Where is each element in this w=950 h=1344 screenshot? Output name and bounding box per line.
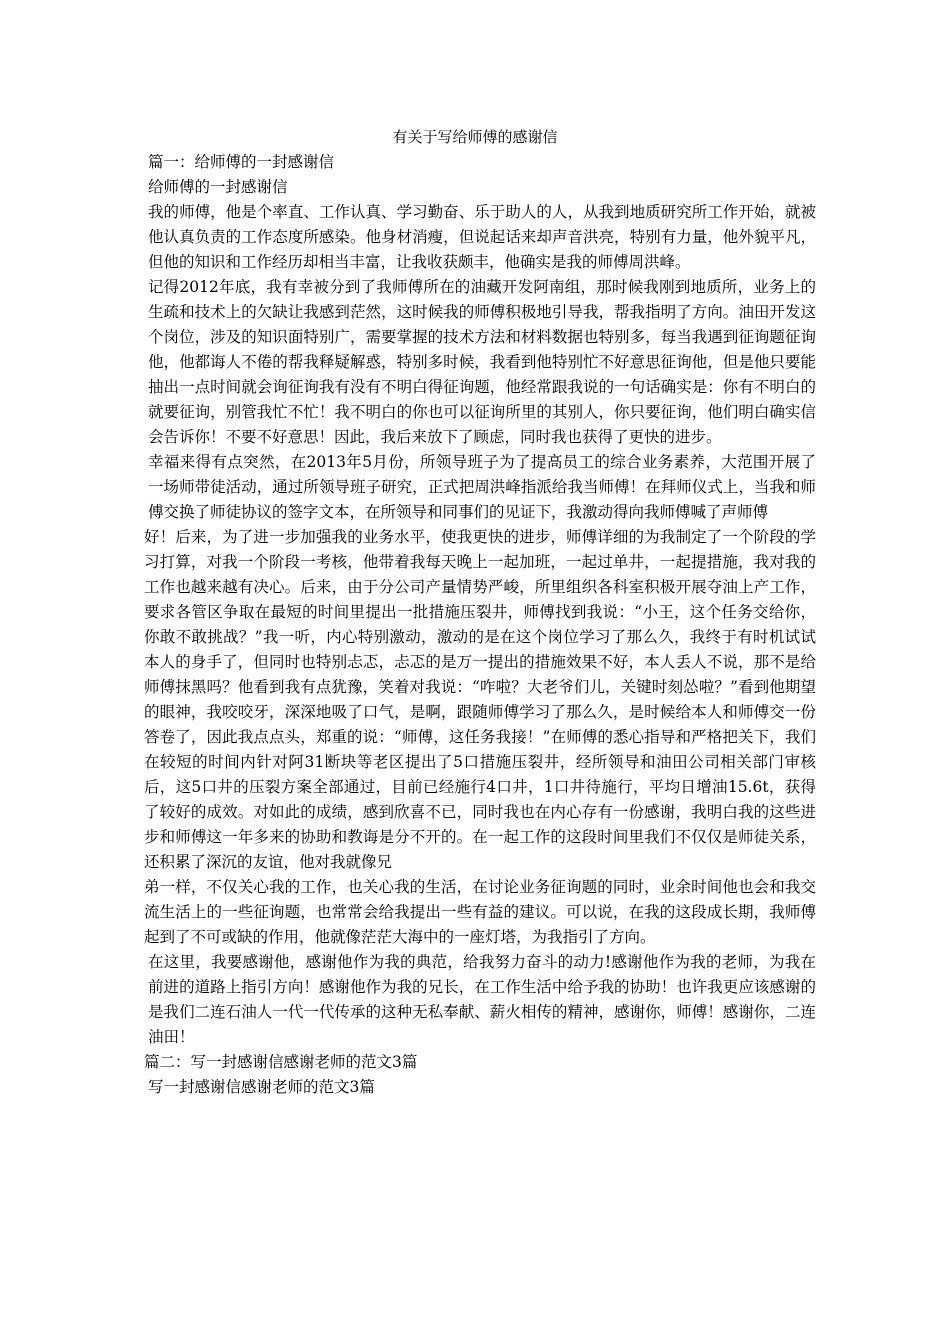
document-body	[144, 150, 816, 1100]
paragraph: 幸福来得有点突然，在2013年5月份，所领导班子为了提高员工的综合业务素养，大范围开展了一场师带徒活动，通过所领导班子研究，正式把周洪峰指派给我当师傅！在拜师仪式上，当我和师傅交换了师徒协议的签字文本，在所领导和同事们的见证下，我激动得向我师傅喊了声师傅	[148, 453, 816, 521]
paragraph: 弟一样，不仅关心我的工作，也关心我的生活，在讨论业务征询题的同时，业余时间他也会和我交流生活上的一些征询题，也常常会给我提出一些有益的建议。可以说，在我的这段成长期，我师傅起到了不可或缺的作用，他就像茫茫大海中的一座灯塔，为我指引了方向。	[144, 878, 816, 946]
section-subheading: 写一封感谢信感谢老师的范文3篇	[148, 1078, 375, 1096]
paragraph: 记得2012年底，我有幸被分到了我师傅所在的油藏开发阿南组，那时候我刚到地质所，业务上的生疏和技术上的欠缺让我感到茫然，这时候我的师傅积极地引导我，帮我指明了方向。油田开发这个岗位，涉及的知识面特别广，需要掌握的技术方法和材料数据也特别多，每当我遇到征询题征询他，他都诲人不倦的帮我释疑解惑，特别多时候，我看到他特别忙不好意思征询他，但是他只要能抽出一点时间就会询征询我有没有不明白得征询题，他经常跟我说的一句话确实是：你有不明白的就要征询，别管我忙不忙！我不明白的你也可以征询所里的其别人，你只要征询，他们明白确实信会告诉你！不要不好意思！因此，我后来放下了顾虑，同时我也获得了更快的进步。	[148, 278, 816, 446]
document-title: 有关于写给师傅的感谢信	[392, 128, 558, 146]
paragraph: 我的师傅，他是个率直、工作认真、学习勤奋、乐于助人的人，从我到地质研究所工作开始，就被他认真负责的工作态度所感染。他身材消瘦，但说起话来却声音洪亮，特别有力量，他外貌平凡，但他的知识和工作经历却相当丰富，让我收获颇丰，他确实是我的师傅周洪峰。	[148, 203, 816, 271]
section-subheading: 给师傅的一封感谢信	[148, 178, 288, 196]
section-heading: 篇二：写一封感谢信感谢老师的范文3篇	[144, 1053, 418, 1071]
paragraph: 好！后来，为了进一步加强我的业务水平，使我更快的进步，师傅详细的为我制定了一个阶段的学习打算，对我一个阶段一考核，他带着我每天晚上一起加班，一起过单井，一起提措施，我对我的工作也越来越有决心。后来，由于分公司产量情势严峻，所里组织各科室积极开展夺油上产工作，要求各管区争取在最短的时间里提出一批措施压裂井，师傅找到我说：“小王，这个任务交给你，你敢不敢挑战？”我一听，内心特别激动，激动的是在这个岗位学习了那么久，我终于有时机试试本人的身手了，但同时也特别忐忑，忐忑的是万一提出的措施效果不好，本人丢人不说，那不是给师傅抹黑吗？他看到我有点犹豫，笑着对我说：“咋啦？大老爷们儿，关键时刻怂啦？”看到他期望的眼神，我咬咬牙，深深地吸了口气，是啊，跟随师傅学习了那么久，是时候给本人和师傅交一份答卷了，因此我点点头，郑重的说：“师傅，这任务我接！”在师傅的悉心指导和严格把关下，我们在较短的时间内针对阿31断块等老区提出了5口措施压裂井，经所领导和油田公司相关部门审核后，这5口井的压裂方案全部通过，目前已经施行4口井，1口井待施行，平均日增油15.6t，获得了较好的成效。对如此的成绩，感到欣喜不已，同时我也在内心存有一份感谢，我明白我的这些进步和师傅这一年多来的协助和教诲是分不开的。在一起工作的这段时间里我们不仅仅是师徒关系，还积累了深沉的友谊，他对我就像兄	[144, 528, 816, 871]
section-heading: 篇一：给师傅的一封感谢信	[148, 153, 335, 171]
paragraph: 在这里，我要感谢他，感谢他作为我的典范，给我努力奋斗的动力!感谢他作为我的老师，为我在前进的道路上指引方向！感谢他作为我的兄长，在工作生活中给予我的协助！也许我更应该感谢的是我们二连石油人一代一代传承的这种无私奉献、薪火相传的精神，感谢你，师傅！感谢你，二连油田！	[148, 953, 816, 1046]
